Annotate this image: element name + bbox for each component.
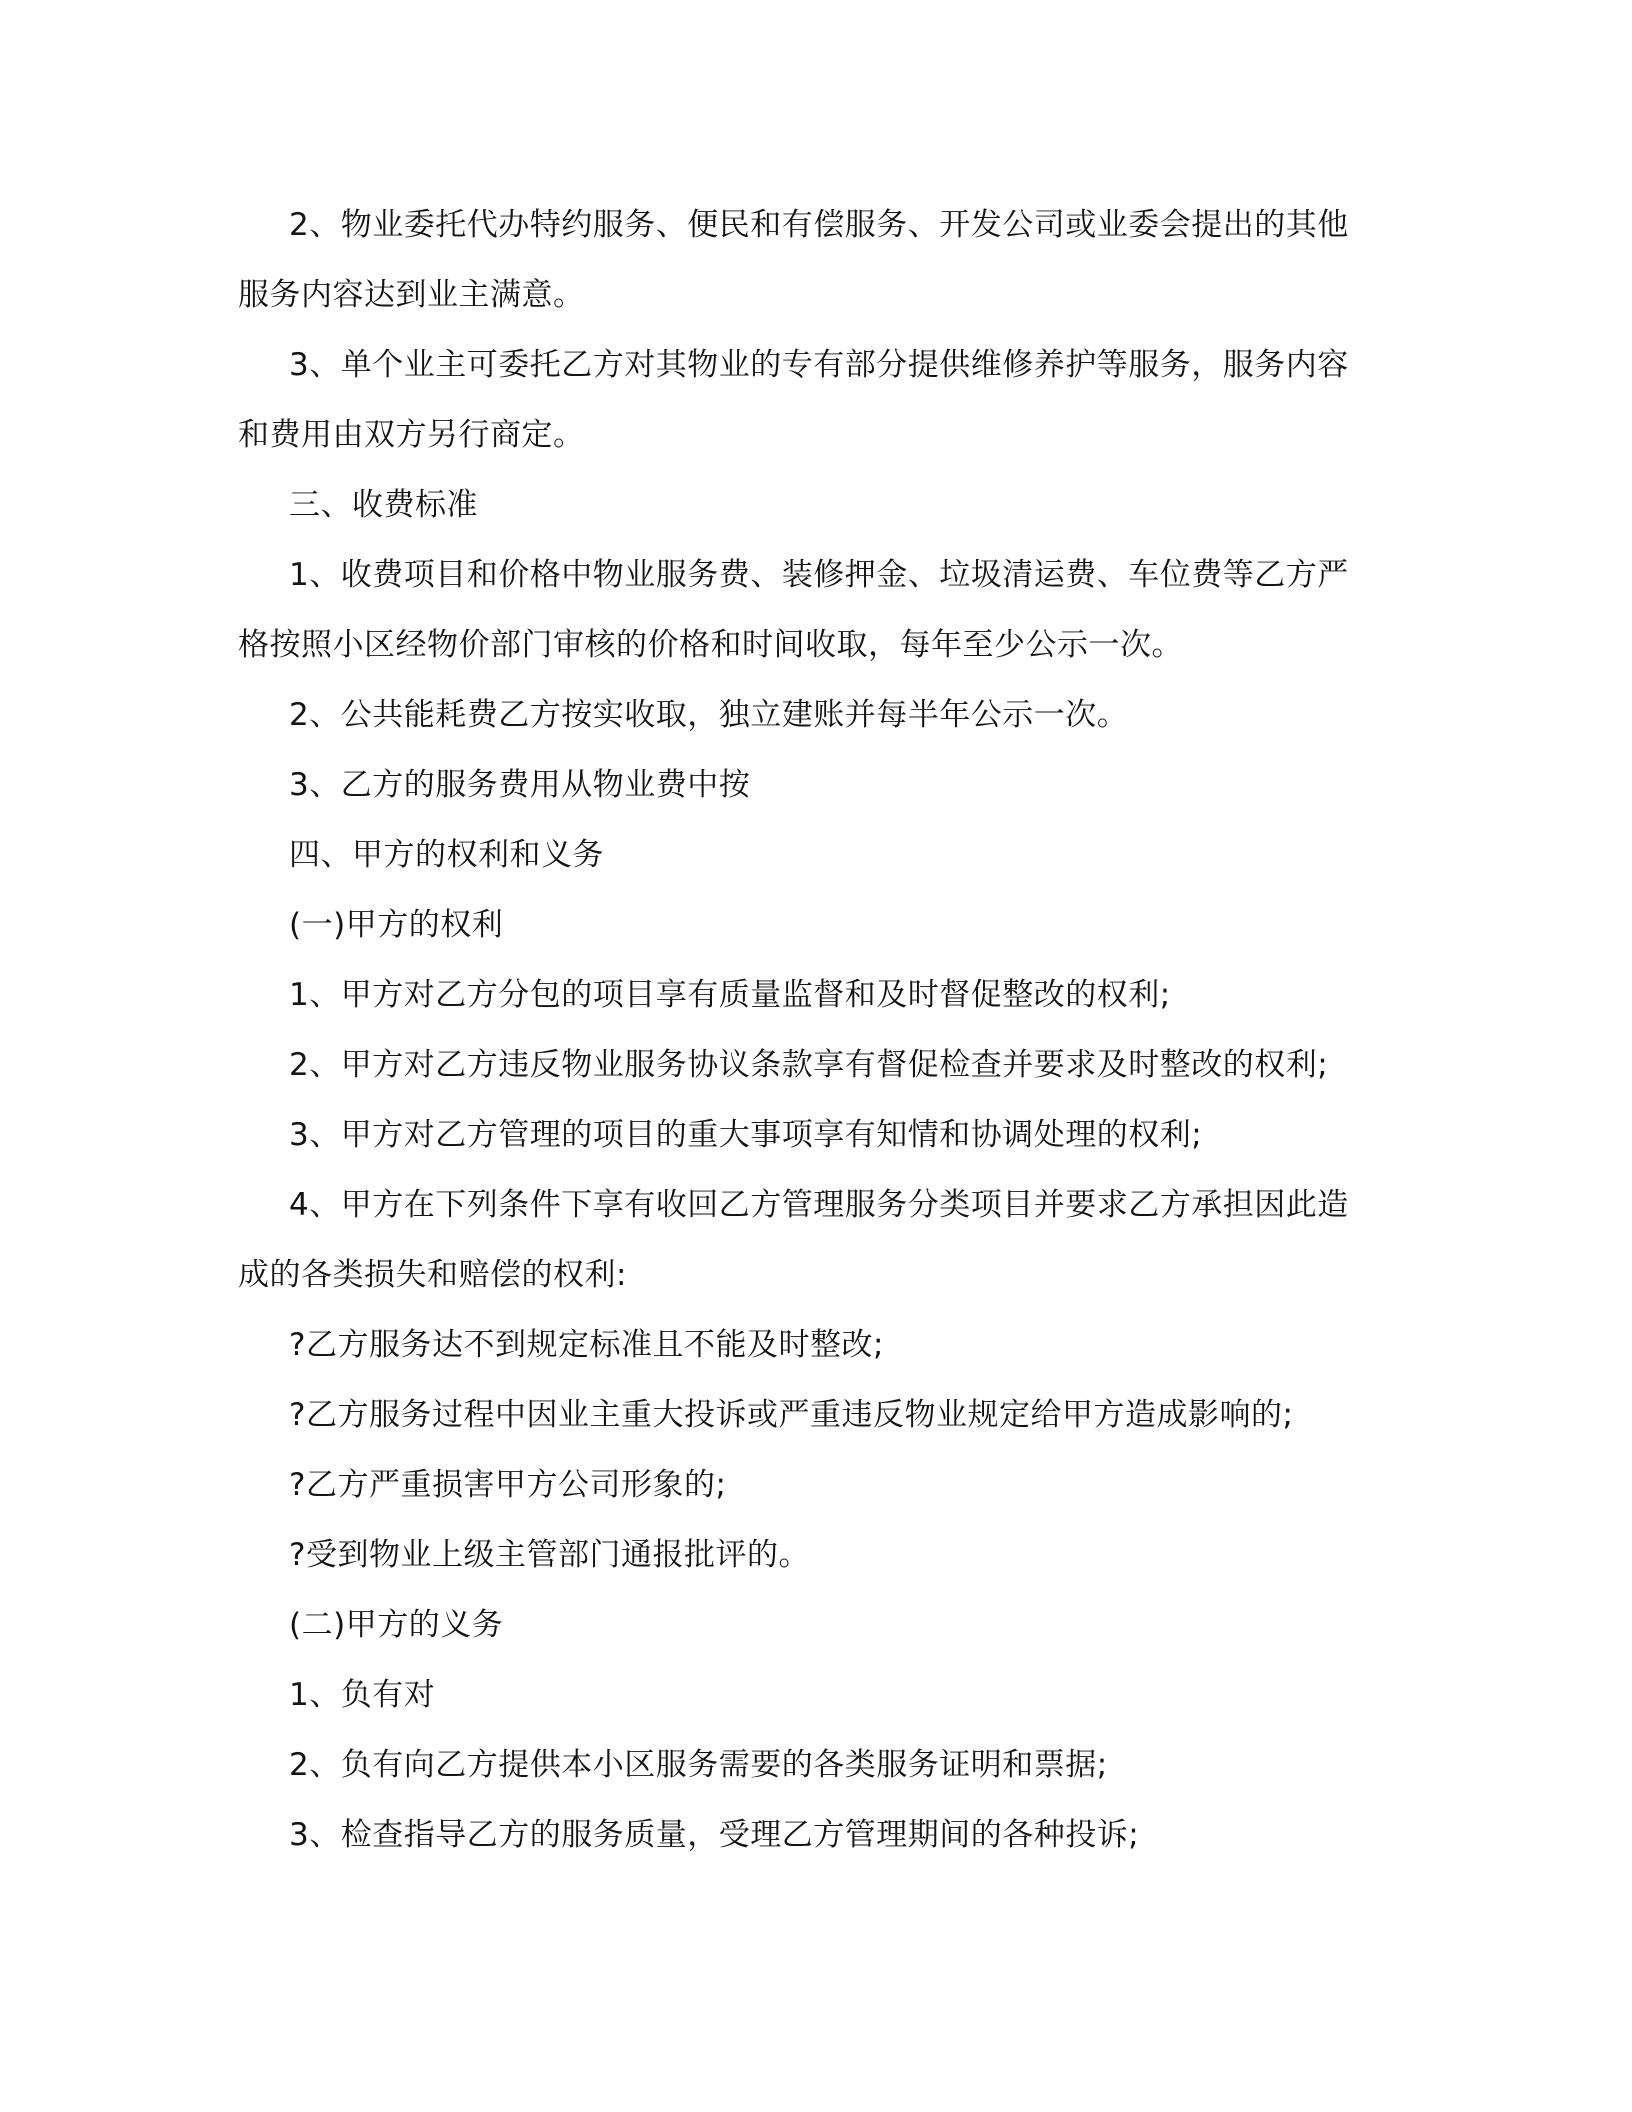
- list-item: ?乙方服务达不到规定标准且不能及时整改;: [289, 1327, 884, 1363]
- paragraph-line: 2、甲方对乙方违反物业服务协议条款享有督促检查并要求及时整改的权利;: [289, 1047, 1329, 1083]
- paragraph-line: 1、负有对: [289, 1677, 436, 1713]
- list-item: ?乙方严重损害甲方公司形象的;: [289, 1467, 727, 1503]
- document-body: [238, 190, 1358, 1870]
- paragraph-line: 成的各类损失和赔偿的权利:: [238, 1257, 627, 1293]
- paragraph-line: 3、单个业主可委托乙方对其物业的专有部分提供维修养护等服务，服务内容: [289, 347, 1349, 383]
- paragraph-line: 3、检查指导乙方的服务质量，受理乙方管理期间的各种投诉;: [289, 1817, 1140, 1853]
- paragraph-line: 1、甲方对乙方分包的项目享有质量监督和及时督促整改的权利;: [289, 977, 1171, 1013]
- paragraph-line: 2、公共能耗费乙方按实收取，独立建账并每半年公示一次。: [289, 697, 1129, 733]
- paragraph-line: 3、甲方对乙方管理的项目的重大事项享有知情和协调处理的权利;: [289, 1117, 1203, 1153]
- paragraph-line: 2、负有向乙方提供本小区服务需要的各类服务证明和票据;: [289, 1747, 1108, 1783]
- paragraph-line: 4、甲方在下列条件下享有收回乙方管理服务分类项目并要求乙方承担因此造: [289, 1187, 1349, 1223]
- paragraph-line: 和费用由双方另行商定。: [238, 417, 585, 453]
- section-heading: 三、收费标准: [289, 487, 478, 523]
- subsection-heading: (二)甲方的义务: [289, 1607, 504, 1643]
- section-heading: 四、甲方的权利和义务: [289, 837, 604, 873]
- subsection-heading: (一)甲方的权利: [289, 907, 504, 943]
- paragraph-line: 3、乙方的服务费用从物业费中按: [289, 767, 751, 803]
- list-item: ?受到物业上级主管部门通报批评的。: [289, 1537, 810, 1573]
- paragraph-line: 服务内容达到业主满意。: [238, 277, 585, 313]
- paragraph-line: 2、物业委托代办特约服务、便民和有偿服务、开发公司或业委会提出的其他: [289, 207, 1349, 243]
- paragraph-line: 格按照小区经物价部门审核的价格和时间收取，每年至少公示一次。: [238, 627, 1183, 663]
- list-item: ?乙方服务过程中因业主重大投诉或严重违反物业规定给甲方造成影响的;: [289, 1397, 1294, 1433]
- paragraph-line: 1、收费项目和价格中物业服务费、装修押金、垃圾清运费、车位费等乙方严: [289, 557, 1349, 593]
